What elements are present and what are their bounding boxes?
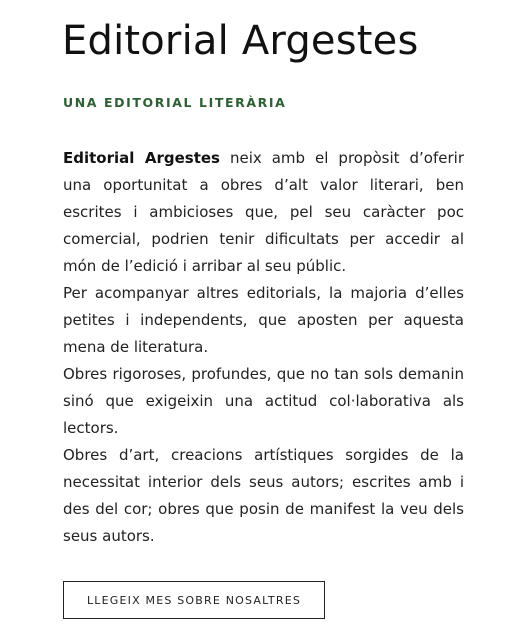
about-text [63,145,464,550]
paragraph-art: Obres d’art, creacions artístiques sorgides de la necessitat interior dels seus autors; escrites amb i des del cor; obres que posin de manifest la veu dels seus autors. [63,446,464,545]
paragraph-accompany: Per acompanyar altres editorials, la majoria d’elles petites i independents, que aposten per aquesta mena de literatura. [63,284,464,356]
paragraph-rigorous: Obres rigoroses, profundes, que no tan sols demanin sinó que exigeixin una actitud col·laborativa als lectors. [63,365,464,437]
page-title: Editorial Argestes [62,18,419,64]
intro-paragraph [63,145,464,280]
brand-name: Editorial Argestes [63,149,220,167]
page-subtitle: UNA EDITORIAL LITERÀRIA [63,95,287,110]
intro-text: neix amb el propòsit d’oferir una oportunitat a obres d’alt valor literari, ben escrites i ambicioses que, pel seu caràcter poc comercial, podrien tenir dificultats per accedir al món de l’edició i arribar al seu públic. [63,149,464,275]
read-more-label: LLEGEIX MES SOBRE NOSALTRES [86,593,302,607]
read-more-button[interactable] [63,581,325,619]
